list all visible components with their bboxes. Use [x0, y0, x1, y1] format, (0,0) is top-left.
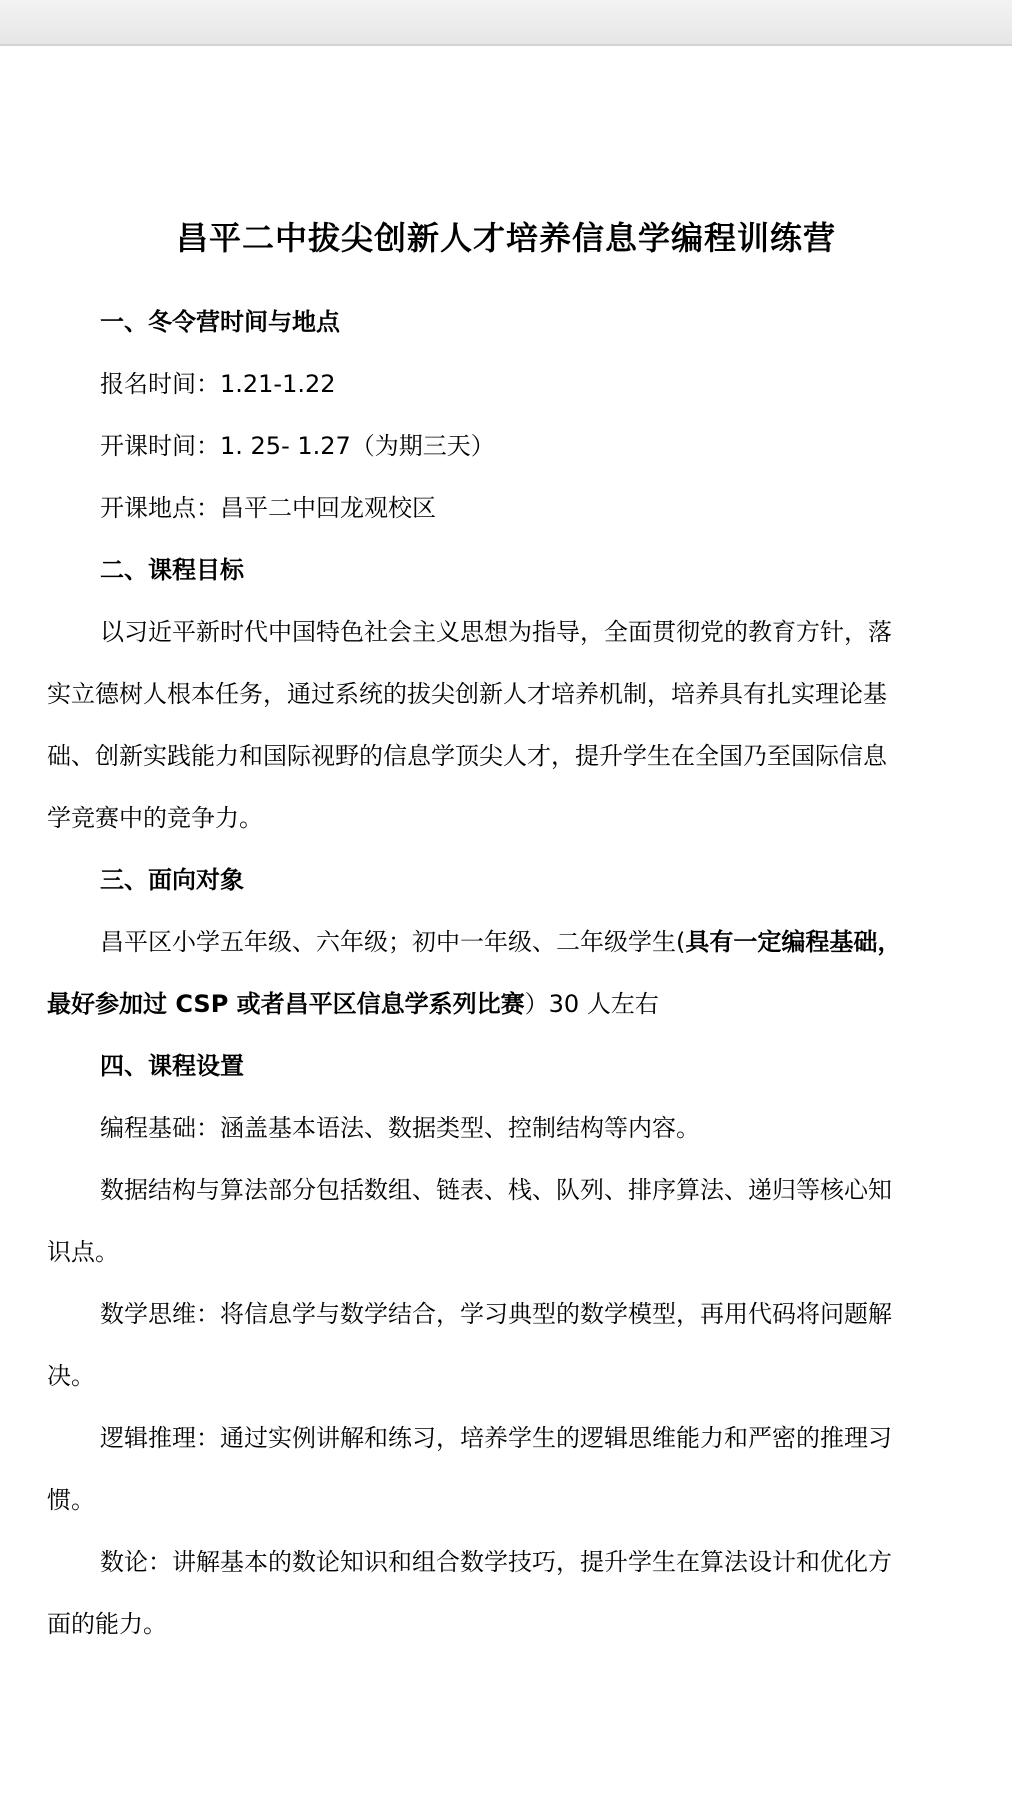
goal-line-1: 以习近平新时代中国特色社会主义思想为指导，全面贯彻党的教育方针，落: [100, 618, 892, 646]
course-ds-line-1: 数据结构与算法部分包括数组、链表、栈、队列、排序算法、递归等核心知: [100, 1176, 892, 1204]
section2-heading: 二、课程目标: [100, 556, 244, 584]
course-basics: 编程基础：涵盖基本语法、数据类型、控制结构等内容。: [100, 1114, 700, 1142]
course-number-line-1: 数论：讲解基本的数论知识和组合数学技巧，提升学生在算法设计和优化方: [100, 1548, 892, 1576]
class-location: 开课地点：昌平二中回龙观校区: [100, 494, 436, 522]
goal-line-3: 础、创新实践能力和国际视野的信息学顶尖人才，提升学生在全国乃至国际信息: [47, 742, 887, 770]
audience-line-1-bold: 具有一定编程基础，: [685, 928, 902, 956]
course-number-line-2: 面的能力。: [47, 1610, 167, 1638]
goal-line-2: 实立德树人根本任务，通过系统的拔尖创新人才培养机制，培养具有扎实理论基: [47, 680, 887, 708]
section4-heading: 四、课程设置: [100, 1052, 244, 1080]
goal-line-4: 学竞赛中的竞争力。: [47, 804, 263, 832]
class-time: 开课时间：1. 25- 1.27（为期三天）: [100, 432, 495, 460]
course-ds-line-2: 识点。: [47, 1238, 119, 1266]
audience-line-2: [47, 989, 947, 1019]
course-math-line-2: 决。: [47, 1362, 95, 1390]
section3-heading: 三、面向对象: [100, 866, 244, 894]
viewer-top-bar: [0, 0, 1012, 46]
audience-line-2-normal: ）30 人左右: [524, 990, 659, 1018]
registration-time: 报名时间：1.21-1.22: [100, 370, 336, 398]
course-math-line-1: 数学思维：将信息学与数学结合，学习典型的数学模型，再用代码将问题解: [100, 1300, 892, 1328]
audience-line-1: [100, 927, 950, 957]
section1-heading: 一、冬令营时间与地点: [100, 308, 340, 336]
document-title: 昌平二中拔尖创新人才培养信息学编程训练营: [175, 219, 836, 257]
course-logic-line-2: 惯。: [47, 1486, 95, 1514]
audience-line-1-normal: 昌平区小学五年级、六年级；初中一年级、二年级学生(: [100, 928, 686, 956]
course-logic-line-1: 逻辑推理：通过实例讲解和练习，培养学生的逻辑思维能力和严密的推理习: [100, 1424, 892, 1452]
audience-line-2-bold: 最好参加过 CSP 或者昌平区信息学系列比赛: [47, 990, 525, 1018]
document-page: [0, 48, 1012, 1800]
